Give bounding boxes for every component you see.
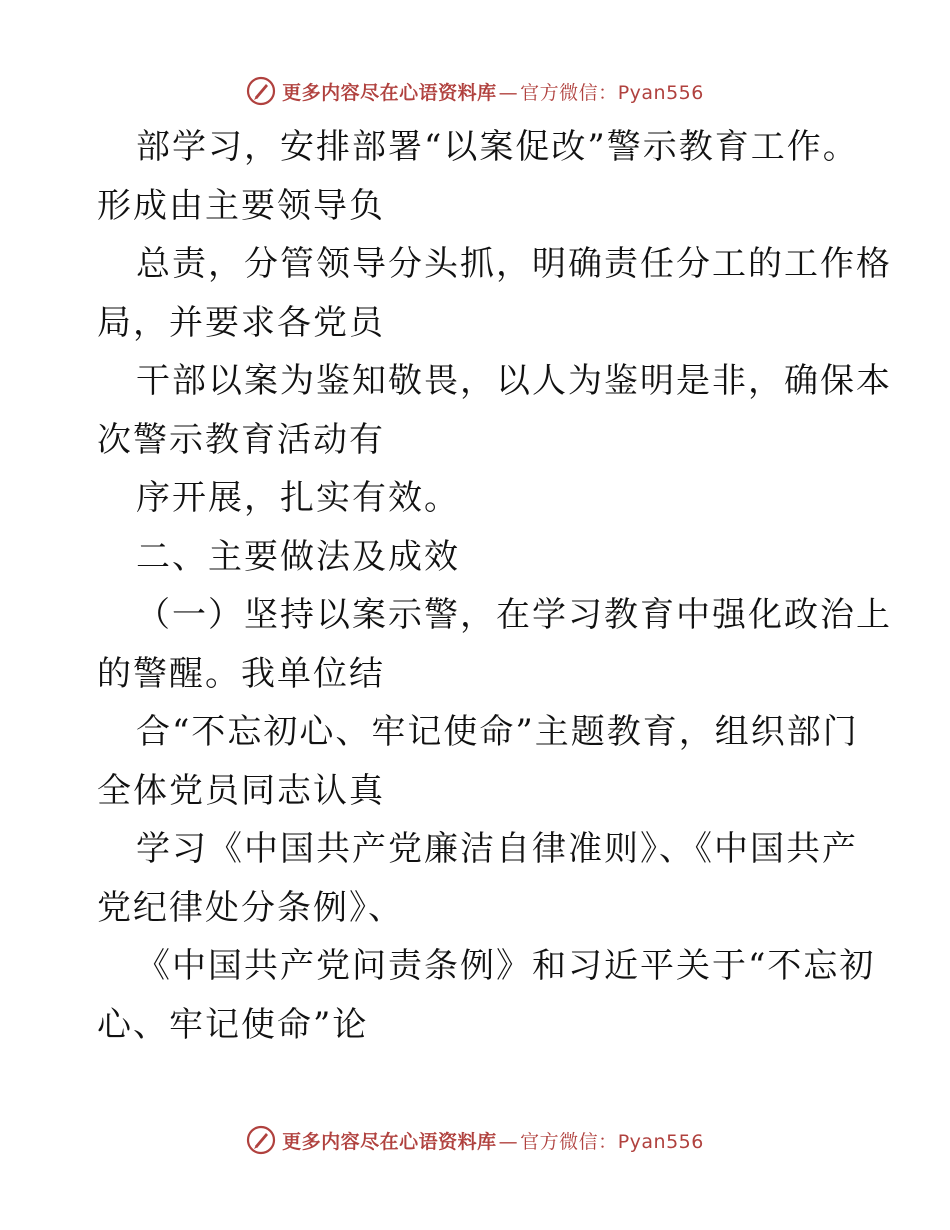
- body-text-line: 次警示教育活动有: [97, 419, 385, 460]
- watermark-main-text: 更多内容尽在心语资料库: [282, 1130, 497, 1153]
- watermark-sub-text: 官方微信：: [520, 1130, 618, 1153]
- watermark-brand: [246, 1125, 704, 1155]
- body-text-line: 全体党员同志认真: [97, 770, 385, 811]
- body-text-line: 二、主要做法及成效: [136, 536, 460, 577]
- body-text-line: 形成由主要领导负: [97, 185, 385, 226]
- body-text-line: 序开展，扎实有效。: [136, 478, 460, 518]
- watermark-account: Pyan556: [617, 1130, 704, 1153]
- watermark-text: [282, 1127, 704, 1154]
- body-text-line: 的警醒。我单位结: [97, 653, 385, 694]
- watermark-separator: —: [498, 1130, 519, 1153]
- watermark-separator: —: [498, 81, 519, 104]
- watermark-account: Pyan556: [617, 81, 704, 104]
- body-text-line: 干部以案为鉴知敬畏，以人为鉴明是非，确保本: [136, 361, 892, 401]
- watermark-brand: [246, 76, 704, 106]
- body-text-line: 总责，分管领导分头抓，明确责任分工的工作格: [136, 244, 892, 284]
- document-body: [97, 118, 892, 1054]
- body-text-line: 心、牢记使命”论: [97, 1004, 369, 1045]
- body-text-line: （一）坚持以案示警，在学习教育中强化政治上: [136, 595, 892, 635]
- header-watermark: [0, 71, 950, 111]
- watermark-text: [282, 78, 704, 105]
- quill-pen-circle-icon: [246, 76, 276, 106]
- body-text-line: 学习《中国共产党廉洁自律准则》、《中国共产: [136, 829, 858, 869]
- body-text-line: 党纪律处分条例》、: [97, 887, 404, 928]
- body-text-line: 合“不忘初心、牢记使命”主题教育，组织部门: [136, 712, 859, 752]
- watermark-sub-text: 官方微信：: [520, 81, 618, 104]
- body-text-line: 《中国共产党问责条例》和习近平关于“不忘初: [136, 946, 876, 986]
- footer-watermark: [0, 1120, 950, 1160]
- body-text-line: 部学习，安排部署“以案促改”警示教育工作。: [136, 127, 859, 167]
- watermark-main-text: 更多内容尽在心语资料库: [282, 81, 497, 104]
- quill-pen-circle-icon: [246, 1125, 276, 1155]
- body-text-line: 局，并要求各党员: [97, 302, 385, 343]
